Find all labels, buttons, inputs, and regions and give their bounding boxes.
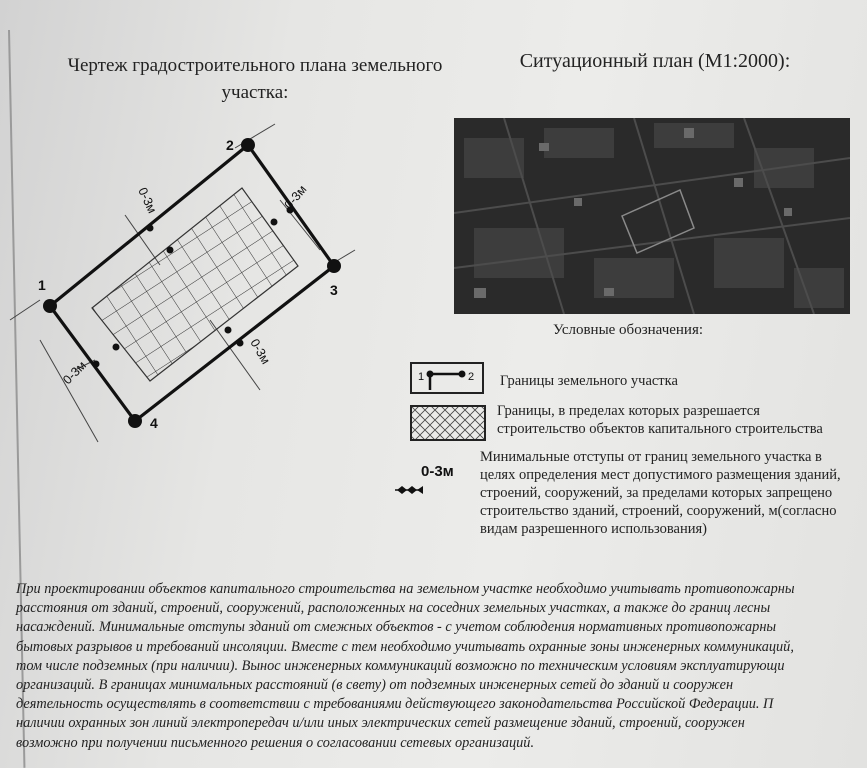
setback-label-top-left: 0-3м [135, 185, 160, 216]
legend-boundary-sample [410, 362, 484, 394]
notes-line: расстояния от зданий, строений, сооружений, расположенных на соседних земельных участках, а также до границ лесны [16, 600, 771, 617]
notes-line: насаждений. Минимальные отступы зданий от смежных объектов - с учетом соблюдения нормативных противопожарны [16, 619, 777, 636]
boundary-point-4 [128, 414, 142, 428]
setback-label-bottom-left: 0-3м [60, 358, 89, 388]
legend-building-label: Границы, в пределах которых разрешается строительство объектов капитального строительства [497, 403, 823, 437]
aerial-map [454, 118, 850, 314]
setback-label-top-right: 0-3м [281, 182, 310, 212]
notes-line: организаций. В границах минимальных расстояний (в свету) от подземных инженерных сетей до зданий и сооружен [16, 677, 734, 694]
notes-line: возможно при получении письменного решения о согласовании сетевых организаций. [16, 734, 535, 751]
legend-boundary-label: Границы земельного участка [500, 373, 678, 389]
legend-title: Условные обозначения: [553, 322, 704, 338]
point-label-3: 3 [330, 282, 338, 298]
notes-line: том числе подземных (при наличии). Вынос инженерных коммуникаций возможно по техническим условиям эксплуатирующи [16, 657, 785, 674]
boundary-point-2 [241, 138, 255, 152]
point-label-2: 2 [226, 137, 234, 153]
notes-line: бытовых разрывов и требований инсоляции. Вместе с тем необходимо учитывать охранные зоны инженерных коммуникаций, [16, 638, 794, 655]
notes-paragraph [16, 580, 867, 753]
legend-point-2: 2 [468, 371, 475, 383]
notes-line: При проектировании объектов капитального строительства на земельном участке необходимо учитывать противопожарны [16, 581, 795, 597]
point-label-4: 4 [150, 415, 158, 431]
drawing-title [40, 52, 470, 106]
drawing-title-line2: участка: [221, 82, 289, 103]
legend-point-1: 1 [418, 371, 425, 383]
drawing-title-line1: Чертеж градостроительного плана земельного [67, 55, 443, 76]
boundary-point-3 [327, 259, 341, 273]
legend-setback-label: Минимальные отступы от границ земельного участка в целях определения мест допустимого размещения зданий, строений, сооружений, за пределами которых запрещено строительство зданий, строений, сооружений, м(согласно видам разрешенного использования) [480, 449, 841, 537]
notes-line: наличии охранных зон линий электропередач и/или иных электрических сетей размещение зданий, строений, сооружен [16, 715, 745, 732]
plot-drawing [0, 110, 470, 460]
setback-label-bottom-right: 0-3м [247, 336, 273, 367]
boundary-point-1 [43, 299, 57, 313]
notes-line: деятельность осуществлять в соответствии с требованиями действующего законодательства Российской Федерации. П [16, 696, 774, 713]
legend-setback-sample [393, 460, 473, 500]
situation-plan-title: Ситуационный план (М1:2000): [519, 50, 791, 72]
legend-building-sample [410, 405, 486, 441]
point-label-1: 1 [38, 277, 46, 293]
legend-setback-value: 0-3м [421, 463, 454, 480]
